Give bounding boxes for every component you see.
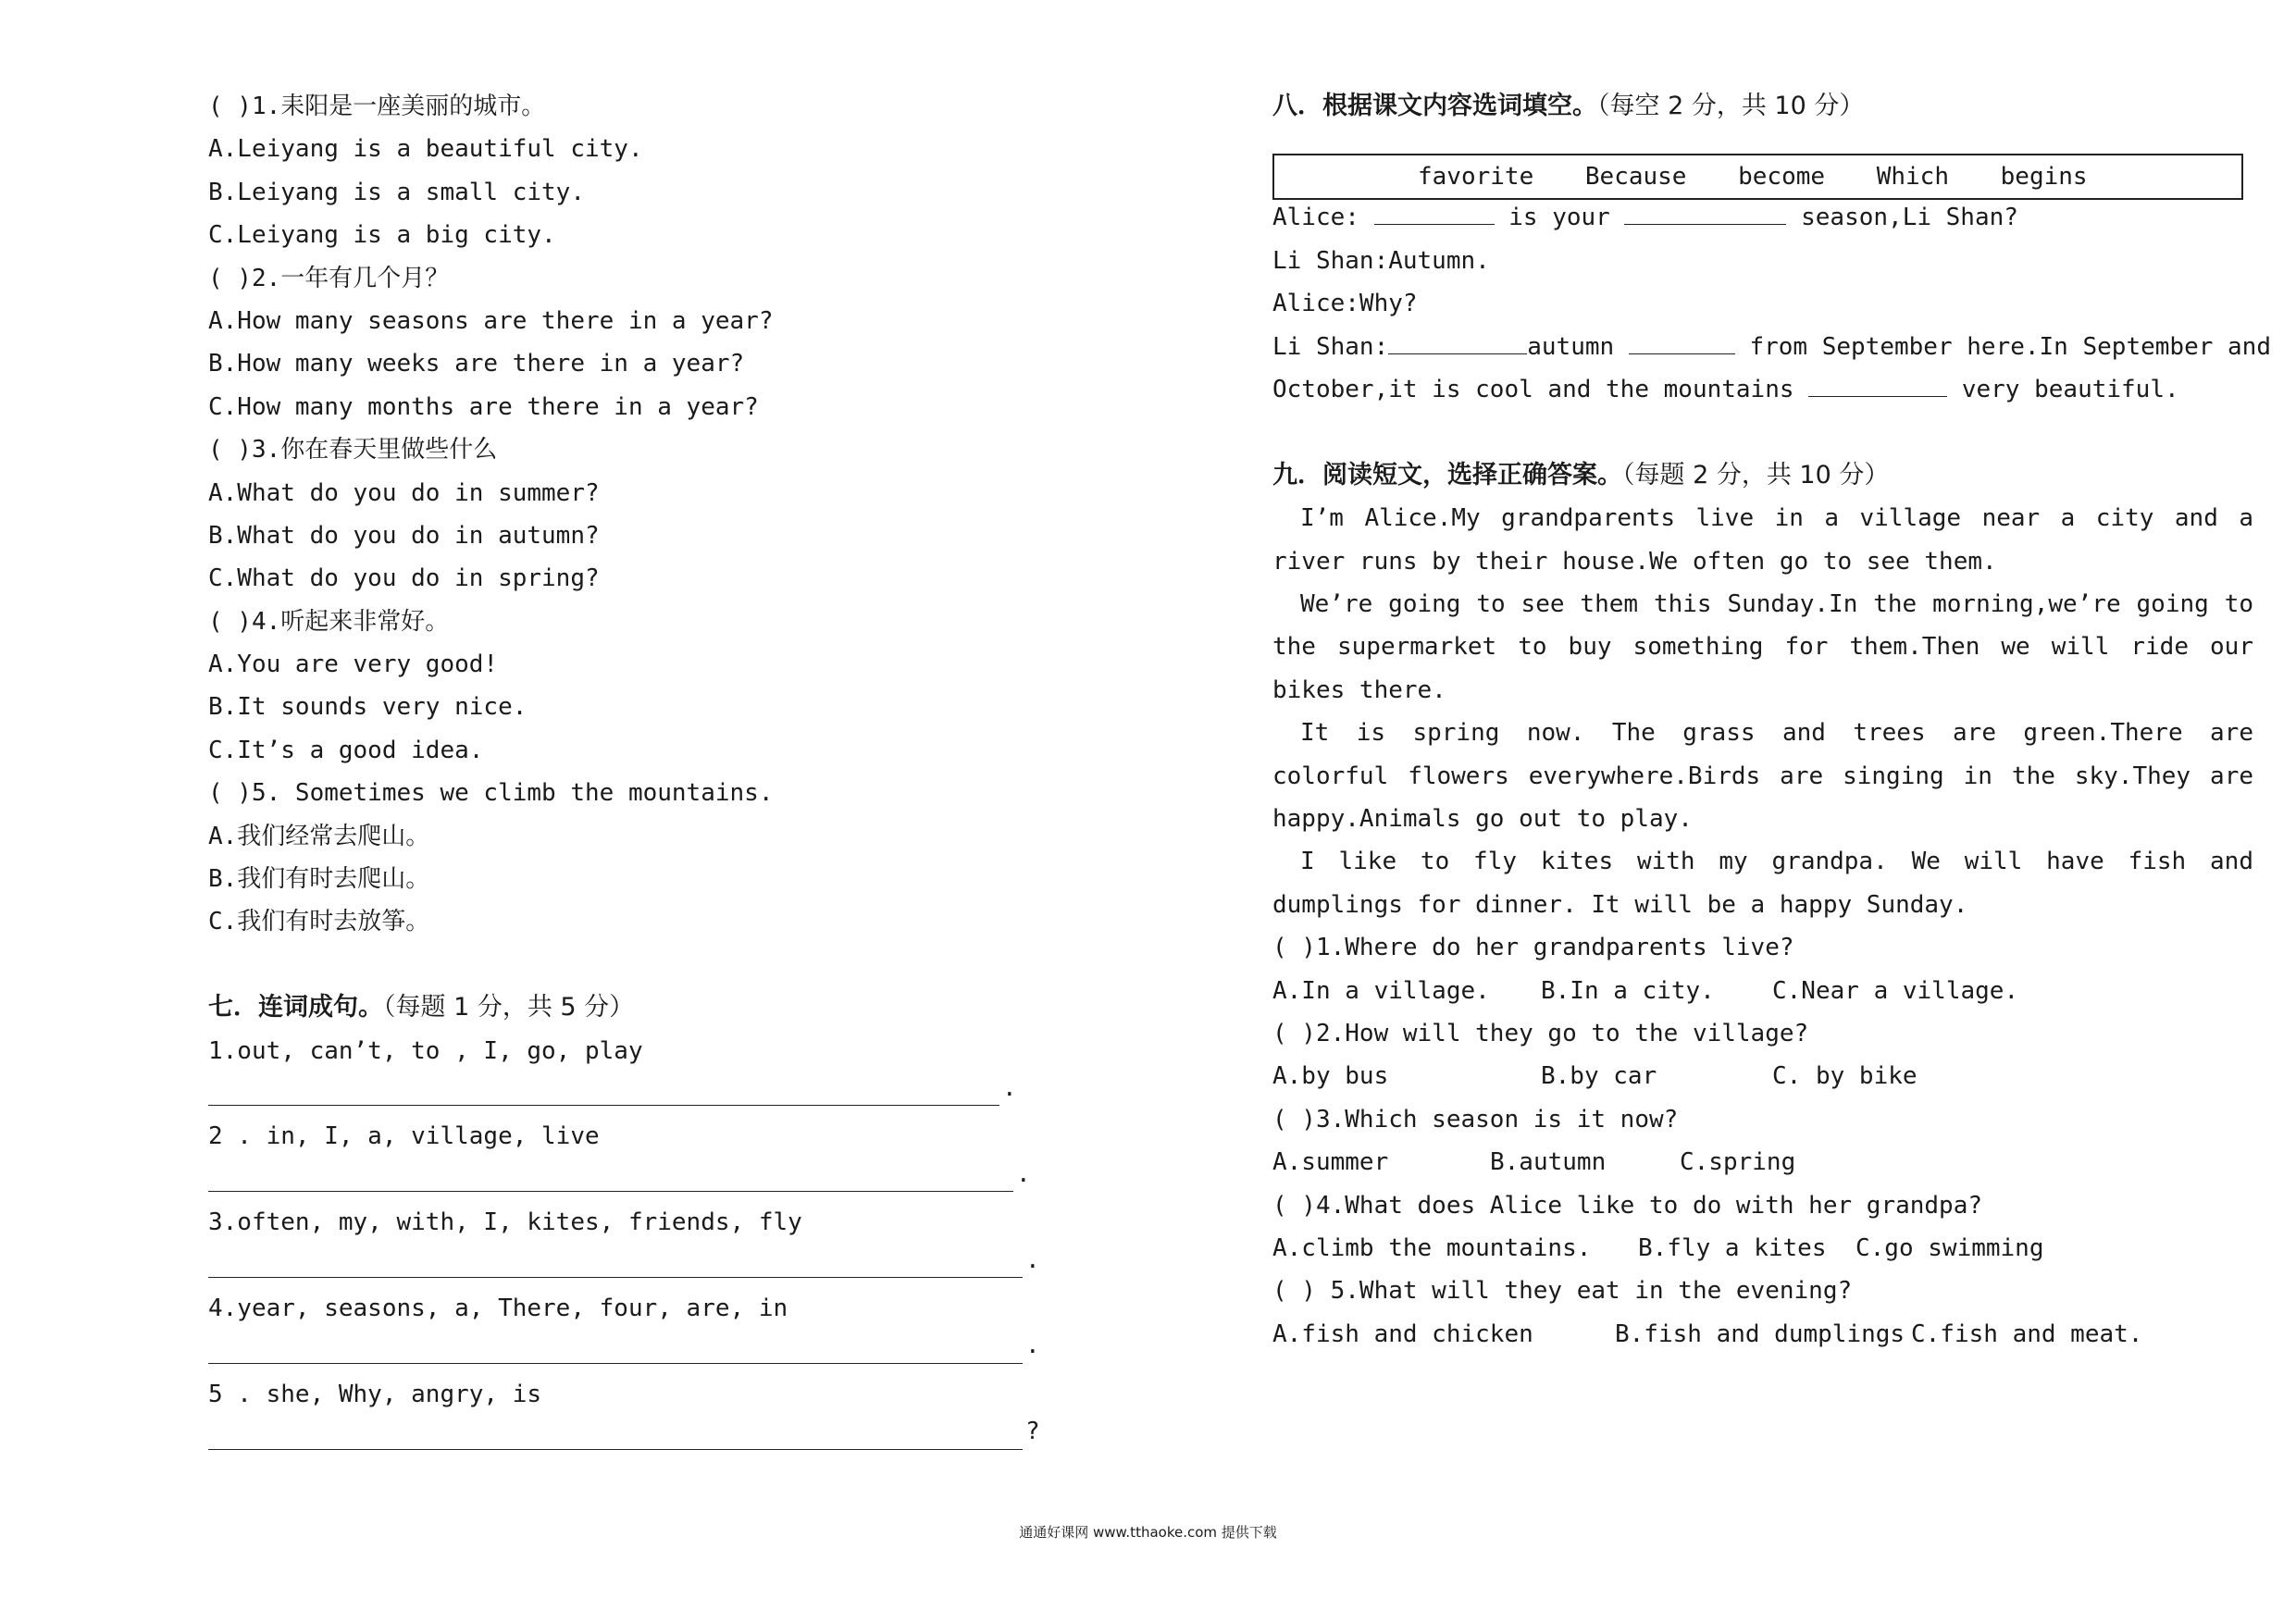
section8-fill-in [1272,85,2271,411]
question-line: ( )1.耒阳是一座美丽的城市。 [208,93,546,120]
option-line: C.What do you do in spring? [208,564,600,593]
word-bank-item: begins [2000,163,2088,192]
section7-heading [208,986,1041,1029]
answer-line[interactable] [208,1416,1041,1458]
option-line: A.我们经常去爬山。 [208,822,430,850]
ordering-prompt: 4.year, seasons, a, There, four, are, in [208,1294,788,1322]
question-line: ( )5. Sometimes we climb the mountains. [208,779,774,808]
answer-end-mark: . [1016,1159,1031,1188]
ordering-prompt: 5 . she, Why, angry, is [208,1380,542,1408]
option-a[interactable]: A.fish and chicken [1272,1319,1533,1348]
reading-question: ( )4.What does Alice like to do with her grandpa? [1272,1191,1983,1220]
dialog-text: season,Li Shan? [1786,204,2018,232]
fill-blank[interactable] [1808,378,1947,397]
reading-options [1272,1313,2253,1356]
section8-heading [1272,85,2253,128]
option-line: A.You are very good! [208,650,499,679]
dialog-text: October,it is cool and the mountains [1272,375,1809,403]
option-c[interactable]: C.spring [1680,1148,1796,1177]
option-a[interactable]: A.climb the mountains. [1272,1233,1592,1262]
reading-question: ( ) 5.What will they eat in the evening? [1272,1277,1853,1306]
word-bank [1272,154,2243,200]
passage-paragraph: I like to fly kites with my grandpa. We will have fish and dumplings for dinner. It will be a happy Sunday. [1272,848,2253,919]
option-line: A.What do you do in summer? [208,478,600,507]
reading-question: ( )2.How will they go to the village? [1272,1019,1809,1047]
dialog-text: Alice: [1272,204,1374,232]
fill-blank[interactable] [1374,205,1495,225]
option-line: C.我们有时去放筝。 [208,908,430,936]
option-c[interactable]: C.go swimming [1855,1233,2044,1262]
reading-question: ( )1.Where do her grandparents live? [1272,934,1794,962]
option-line: B.我们有时去爬山。 [208,865,430,894]
word-bank-item: favorite [1418,163,1534,192]
option-line: B.It sounds very nice. [208,693,527,722]
option-b[interactable]: B.autumn [1490,1148,1607,1177]
answer-end-mark: . [1025,1245,1040,1274]
ordering-prompt: 2 . in, I, a, village, live [208,1122,600,1151]
option-b[interactable]: B.fish and dumplings [1615,1319,1905,1348]
section8-title: 八．根据课文内容选词填空。 [1272,92,1597,120]
dialog-text: from September here.In September and [1734,332,2271,361]
option-a[interactable]: A.In a village. [1272,976,1490,1005]
section9-title: 九．阅读短文，选择正确答案。 [1272,460,1622,489]
dialog-text: autumn [1527,332,1629,361]
dialog-line: Li Shan:Autumn. [1272,246,1490,275]
section9-reading [1272,454,2253,1356]
ordering-prompt: 3.often, my, with, I, kites, friends, fly [208,1208,802,1237]
answer-line[interactable] [208,1245,1041,1287]
option-b[interactable]: B.fly a kites [1638,1233,1827,1262]
option-a[interactable]: A.by bus [1272,1062,1389,1091]
fill-blank[interactable] [1629,335,1735,354]
section7-title: 七．连词成句。 [208,993,383,1022]
ordering-prompt: 1.out, can’t, to , I, go, play [208,1036,643,1065]
section7-points: （每题 1 分，共 5 分） [383,993,635,1022]
answer-end-mark: . [1025,1332,1040,1360]
reading-options [1272,1055,2253,1097]
answer-line[interactable] [208,1158,1041,1201]
option-line: B.How many weeks are there in a year? [208,350,745,378]
dialog-line [1272,326,2271,368]
reading-options [1272,1141,2253,1183]
question-line: ( )2.一年有几个月？ [208,264,450,292]
section9-heading [1272,454,2253,497]
passage-paragraph: We’re going to see them this Sunday.In the morning,we’re going to the supermarket to buy something for them.Then we will ride our bikes there. [1272,589,2253,704]
option-line: B.Leiyang is a small city. [208,178,585,206]
option-b[interactable]: B.In a city. [1541,976,1715,1005]
answer-end-mark: ? [1025,1418,1040,1446]
passage-paragraph: I’m Alice.My grandparents live in a village near a city and a river runs by their house.We often go to see them. [1272,504,2253,576]
question-line: ( )3.你在春天里做些什么 [208,436,498,465]
option-line: C.How many months are there in a year? [208,392,759,421]
section6-choices [208,85,1041,944]
question-line: ( )4.听起来非常好。 [208,607,450,636]
option-line: A.Leiyang is a beautiful city. [208,135,643,164]
section8-points: （每空 2 分，共 10 分） [1597,92,1865,120]
passage-paragraph: It is spring now. The grass and trees are green.There are colorful flowers everywhere.Birds are singing in the sky.They are happy.Animals go out to play. [1272,719,2253,833]
answer-line[interactable] [208,1330,1041,1372]
option-a[interactable]: A.summer [1272,1148,1389,1177]
option-line: A.How many seasons are there in a year? [208,306,774,335]
dialog-line: Alice:Why? [1272,290,1418,318]
word-bank-item: Which [1876,163,1949,192]
section7-sentence-ordering [208,986,1041,1458]
dialog-text: very beautiful. [1947,375,2179,403]
word-bank-item: Because [1584,163,1687,192]
option-line: C.Leiyang is a big city. [208,221,556,250]
dialog-text: Li Shan: [1272,332,1389,361]
page-footer: 通通好课网 www.tthaoke.com 提供下载 [1019,1524,1277,1541]
option-line: B.What do you do in autumn? [208,521,600,550]
answer-line[interactable] [208,1072,1041,1115]
reading-question: ( )3.Which season is it now? [1272,1105,1679,1134]
right-column [1272,85,2271,1356]
option-b[interactable]: B.by car [1541,1062,1657,1091]
dialog-line [1272,196,2253,239]
option-c[interactable]: C.fish and meat. [1911,1319,2143,1348]
option-c[interactable]: C. by bike [1772,1062,1917,1091]
dialog-line [1272,368,2253,411]
option-c[interactable]: C.Near a village. [1772,976,2019,1005]
option-line: C.It’s a good idea. [208,736,484,764]
fill-blank[interactable] [1624,205,1786,225]
section9-points: （每题 2 分，共 10 分） [1622,460,1890,489]
answer-end-mark: . [1002,1073,1017,1102]
fill-blank[interactable] [1388,335,1527,354]
left-column [208,85,1041,1459]
word-bank-item: become [1738,163,1826,192]
reading-options [1272,970,2253,1012]
dialog-text: is your [1494,204,1625,232]
reading-options [1272,1227,2253,1270]
